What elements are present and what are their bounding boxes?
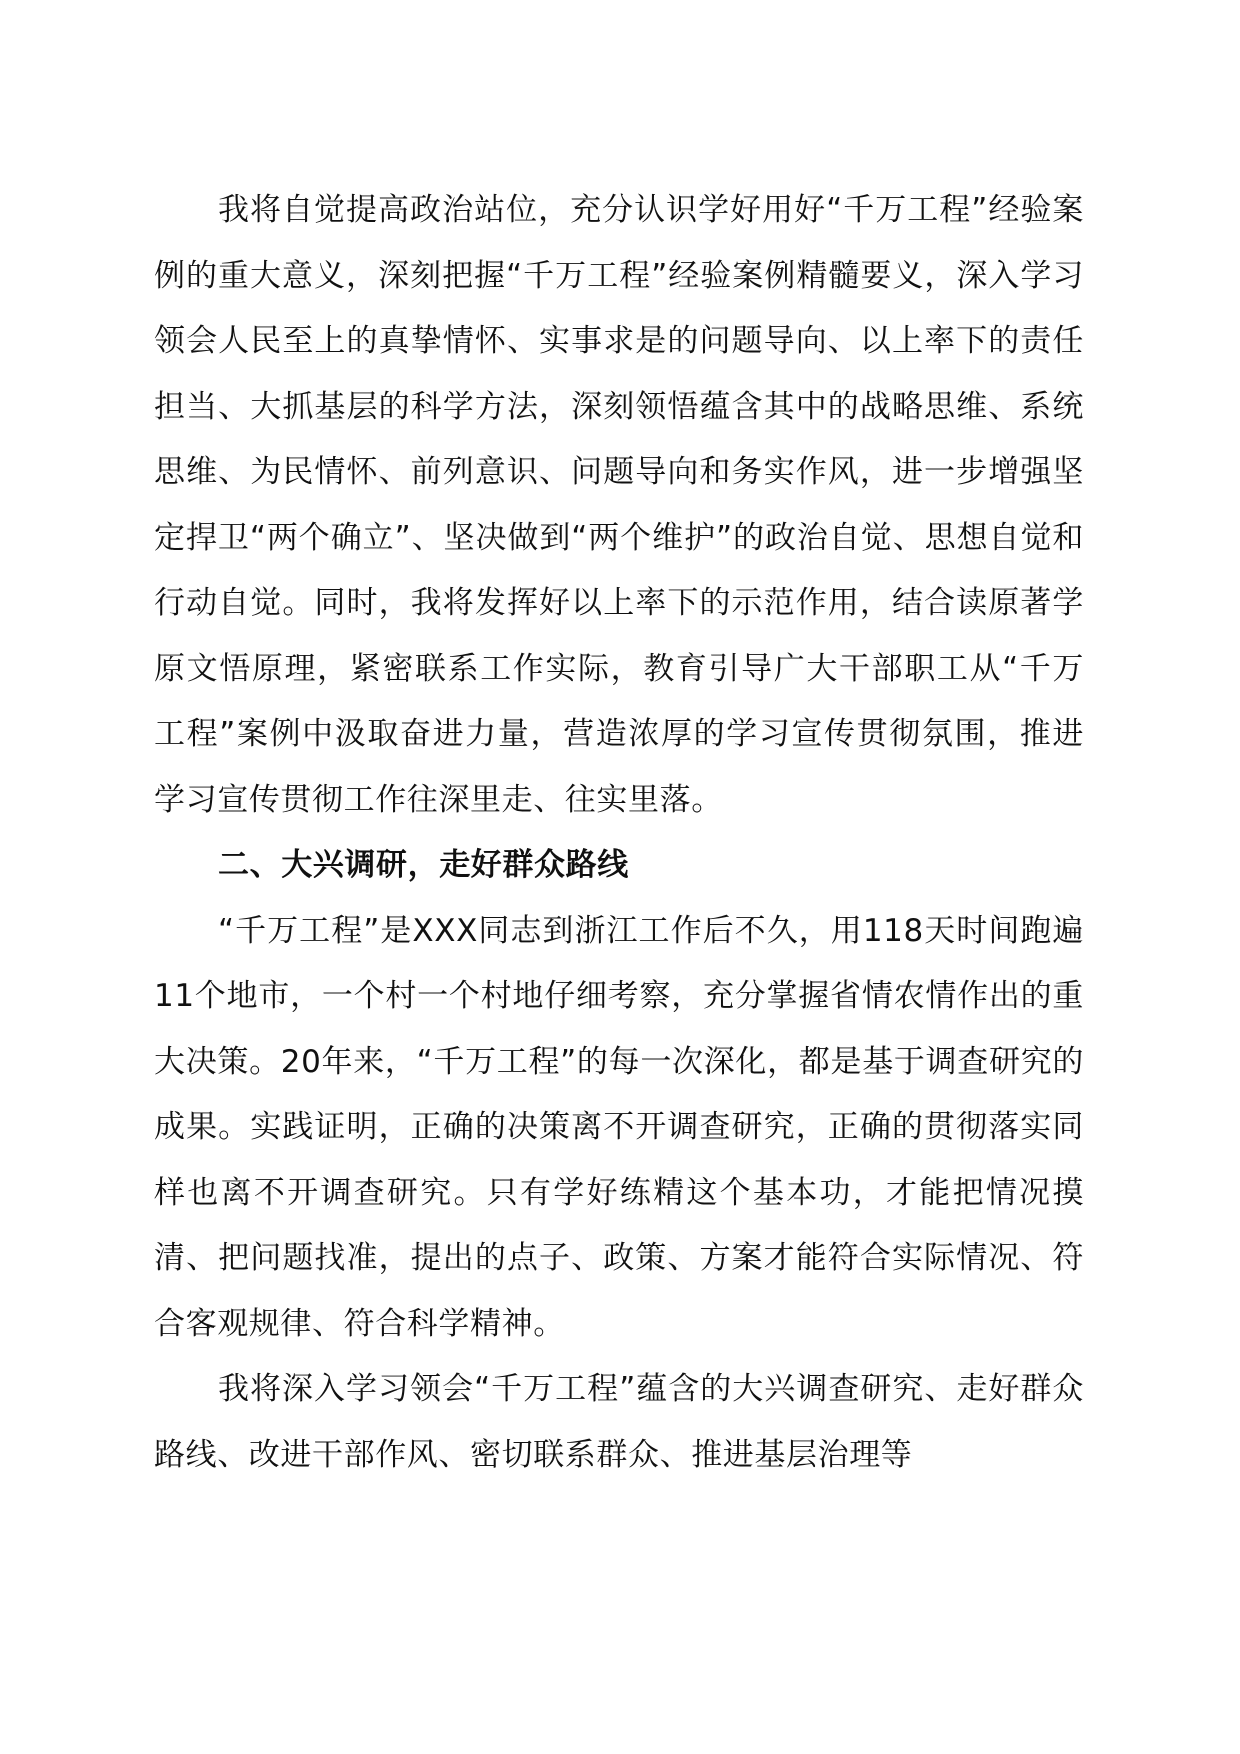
section-heading: 二、大兴调研，走好群众路线 bbox=[218, 847, 629, 883]
document-body bbox=[154, 178, 1084, 1488]
body-paragraph-3: 我将深入学习领会“千万工程”蕴含的大兴调查研究、走好群众路线、改进干部作风、密切联系群众、推进基层治理等 bbox=[154, 1371, 1084, 1473]
body-paragraph-2: “千万工程”是XXX同志到浙江工作后不久，用118天时间跑遍11个地市，一个村一个村地仔细考察，充分掌握省情农情作出的重大决策。20年来，“千万工程”的每一次深化，都是基于调查研究的成果。实践证明，正确的决策离不开调查研究，正确的贯彻落实同样也离不开调查研究。只有学好练精这个基本功，才能把情况摸清、把问题找准，提出的点子、政策、方案才能符合实际情况、符合客观规律、符合科学精神。 bbox=[154, 912, 1084, 1342]
body-paragraph-1: 我将自觉提高政治站位，充分认识学好用好“千万工程”经验案例的重大意义，深刻把握“千万工程”经验案例精髓要义，深入学习领会人民至上的真挚情怀、实事求是的问题导向、以上率下的责任担当、大抓基层的科学方法，深刻领悟蕴含其中的战略思维、系统思维、为民情怀、前列意识、问题导向和务实作风，进一步增强坚定捍卫“两个确立”、坚决做到“两个维护”的政治自觉、思想自觉和行动自觉。同时，我将发挥好以上率下的示范作用，结合读原著学原文悟原理，紧密联系工作实际，教育引导广大干部职工从“千万工程”案例中汲取奋进力量，营造浓厚的学习宣传贯彻氛围，推进学习宣传贯彻工作往深里走、往实里落。 bbox=[154, 192, 1084, 818]
